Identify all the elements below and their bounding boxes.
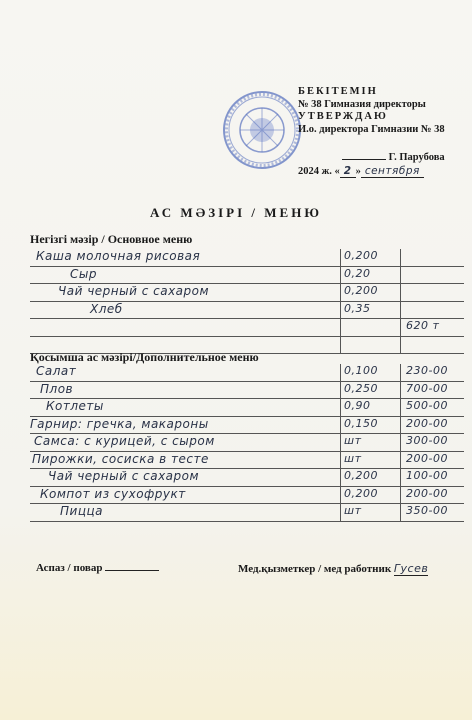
cook-signature-field: Аспаз / повар	[36, 562, 159, 574]
dish-name: Хлеб	[90, 301, 123, 316]
approve-kz: БЕКІТЕМІН	[298, 86, 378, 97]
extra-menu-heading: Қосымша ас мәзірі/Дополнительное меню	[30, 350, 259, 364]
dish-name: Салат	[36, 364, 77, 378]
portion-weight: 0,200	[344, 469, 378, 482]
table-row	[30, 469, 464, 487]
price: 200-00	[406, 416, 448, 430]
main-menu-table	[30, 249, 464, 354]
table-row	[30, 434, 464, 452]
dish-name: Чай черный с сахаром	[58, 284, 210, 298]
dish-name: Каша молочная рисовая	[36, 249, 201, 263]
portion-weight: шт	[344, 451, 362, 465]
approve-ru: УТВЕРЖДАЮ	[298, 111, 388, 122]
table-row	[30, 487, 464, 505]
official-seal	[222, 90, 302, 170]
dish-name: Чай черный с сахаром	[48, 469, 200, 483]
table-row	[30, 452, 464, 470]
price: 700-00	[406, 381, 448, 395]
page-title: АС МӘЗІРІ / МЕНЮ	[150, 205, 322, 220]
table-row	[30, 267, 464, 285]
portion-weight: 0,20	[344, 266, 371, 280]
price: 230-00	[406, 364, 448, 377]
date-month: сентября	[361, 165, 424, 178]
dish-name: Компот из сухофрукт	[40, 486, 186, 501]
approval-date: 2024 ж. « 2 » сентября	[298, 165, 445, 179]
portion-weight: 0,200	[344, 249, 378, 262]
table-row	[30, 382, 464, 400]
extra-menu-table	[30, 364, 464, 522]
price: 620 т	[406, 319, 440, 332]
table-row	[30, 284, 464, 302]
portion-weight: 0,100	[344, 364, 378, 377]
table-row	[30, 302, 464, 320]
portion-weight: шт	[344, 504, 362, 517]
price: 100-00	[406, 469, 448, 482]
table-row	[30, 319, 464, 337]
table-row	[30, 364, 464, 382]
date-day: 2	[340, 165, 356, 178]
price: 200-00	[406, 486, 448, 500]
main-menu-heading: Негізгі мәзір / Основное меню	[30, 232, 193, 246]
portion-weight: 0,200	[344, 486, 378, 500]
dish-name: Плов	[40, 381, 74, 396]
table-row	[30, 249, 464, 267]
portion-weight: 0,35	[344, 301, 371, 315]
dish-name: Сыр	[70, 266, 97, 281]
price: 350-00	[406, 504, 448, 517]
dish-name: Пирожки, сосиска в тесте	[32, 451, 209, 466]
portion-weight: 0,150	[344, 416, 378, 430]
signer-name: Г. Парубова	[342, 152, 445, 165]
dish-name: Самса: с курицей, с сыром	[34, 434, 215, 448]
price: 300-00	[406, 434, 448, 447]
portion-weight: 0,250	[344, 381, 378, 395]
portion-weight: 0,90	[344, 399, 371, 412]
portion-weight: 0,200	[344, 284, 378, 297]
dish-name: Гарнир: гречка, макароны	[30, 416, 209, 431]
dish-name: Пицца	[60, 504, 104, 518]
price: 500-00	[406, 399, 448, 412]
medic-signature: Гусев	[393, 562, 429, 575]
table-row	[30, 504, 464, 522]
director-kz: № 38 Гимназия директоры	[298, 98, 426, 110]
dish-name: Котлеты	[46, 399, 104, 413]
medic-signature-field: Мед.қызметкер / мед работник Гусев	[238, 562, 429, 575]
portion-weight: шт	[344, 434, 362, 447]
table-row	[30, 417, 464, 435]
approval-block	[298, 86, 445, 178]
table-row	[30, 399, 464, 417]
director-ru: И.о. директора Гимназии № 38	[298, 123, 445, 135]
price: 200-00	[406, 451, 448, 465]
